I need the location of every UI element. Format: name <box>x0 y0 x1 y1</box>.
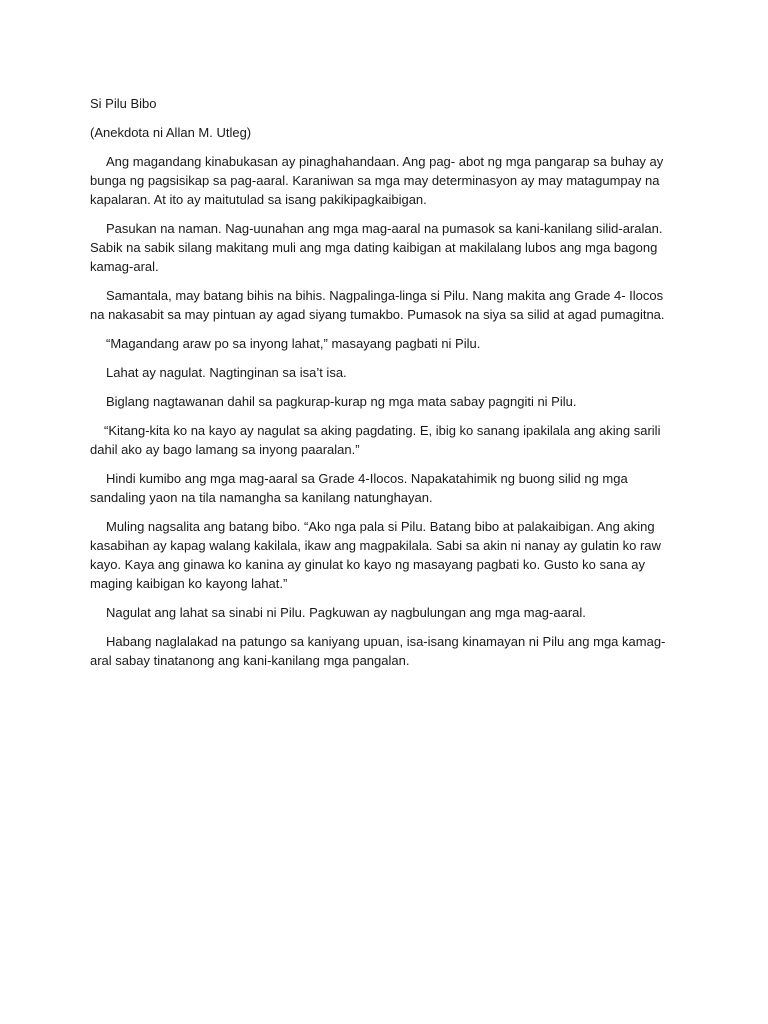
paragraph: Muling nagsalita ang batang bibo. “Ako nga pala si Pilu. Batang bibo at palakaibigan. Ang aking kasabihan ay kapag walang kakilala, ikaw ang magpakilala. Sabi sa akin ni nanay ay gulatin ko raw kayo. Kaya ang ginawa ko kanina ay ginulat ko kayo ng masayang pagbati ko. Gusto ko sana ay maging kaibigan ko kayong lahat.” <box>90 519 661 591</box>
paragraph: “Kitang-kita ko na kayo ay nagulat sa aking pagdating. E, ibig ko sanang ipakilala ang aking sarili dahil ako ay bago lamang sa inyong paaralan.” <box>90 423 661 457</box>
document-title: Si Pilu Bibo <box>90 96 157 111</box>
document-body <box>90 94 680 680</box>
paragraph: Nagulat ang lahat sa sinabi ni Pilu. Pagkuwan ay nagbulungan ang mga mag-aaral. <box>106 605 586 620</box>
paragraph: Lahat ay nagulat. Nagtinginan sa isa’t isa. <box>106 365 347 380</box>
paragraph: Hindi kumibo ang mga mag-aaral sa Grade 4-Ilocos. Napakatahimik ng buong silid ng mga sandaling yaon na tila namangha sa kanilang natunghayan. <box>90 471 628 505</box>
paragraph: Samantala, may batang bihis na bihis. Nagpalinga-linga si Pilu. Nang makita ang Grade 4- Ilocos na nakasabit sa may pintuan ay agad siyang tumakbo. Pumasok na siya sa silid at agad pumagitna. <box>90 288 665 322</box>
paragraph: Habang naglalakad na patungo sa kaniyang upuan, isa-isang kinamayan ni Pilu ang mga kamag-aral sabay tinatanong ang kani-kanilang mga pangalan. <box>90 634 666 668</box>
paragraph: Ang magandang kinabukasan ay pinaghahandaan. Ang pag- abot ng mga pangarap sa buhay ay bunga ng pagsisikap sa pag-aaral. Karaniwan sa mga may determinasyon ay may matagumpay na kapalaran. At ito ay maitutulad sa isang pakikipagkaibigan. <box>90 154 664 207</box>
document-byline: (Anekdota ni Allan M. Utleg) <box>90 125 252 140</box>
paragraph: Biglang nagtawanan dahil sa pagkurap-kurap ng mga mata sabay pagngiti ni Pilu. <box>106 394 577 409</box>
paragraph: “Magandang araw po sa inyong lahat,” masayang pagbati ni Pilu. <box>106 336 481 351</box>
paragraph: Pasukan na naman. Nag-uunahan ang mga mag-aaral na pumasok sa kani-kanilang silid-aralan. Sabik na sabik silang makitang muli ang mga dating kaibigan at makilalang lubos ang mga bagong kamag-aral. <box>90 221 663 274</box>
